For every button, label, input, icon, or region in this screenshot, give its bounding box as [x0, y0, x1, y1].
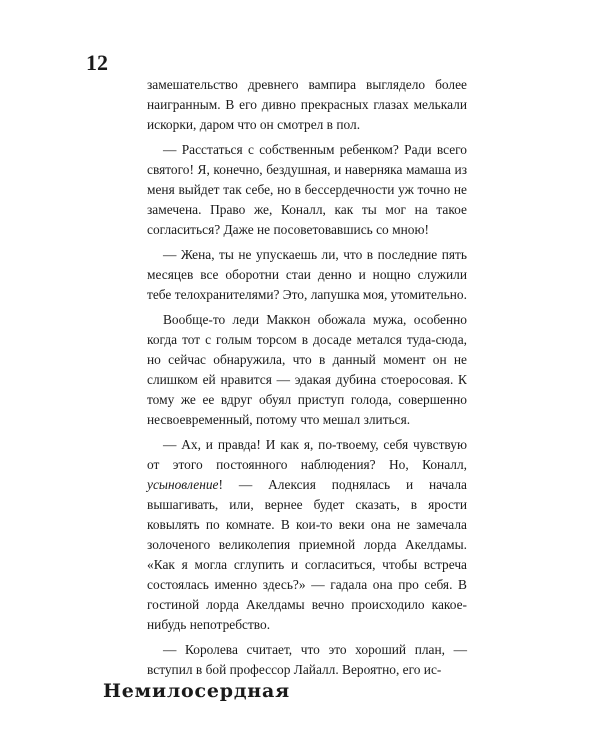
body-text: [147, 75, 467, 680]
text-run: — Ах, и правда! И как я, по-твоему, себя чувствую от этого постоянного наблюдения? Но, Коналл,: [147, 437, 467, 472]
paragraph: — Королева считает, что это хороший план, — вступил в бой профессор Лайалл. Вероятно, его ис-: [147, 642, 467, 677]
paragraph: замешательство древнего вампира выглядело более наигранным. В его дивно прекрасных глазах мелькали искорки, даром что он смотрел в пол.: [147, 77, 467, 132]
paragraph: [147, 435, 467, 635]
emphasized-word: усыновление: [147, 477, 219, 492]
running-footer-title: Немилосердная: [103, 680, 290, 702]
paragraph: — Расстаться с собственным ребенком? Ради всего святого! Я, конечно, бездушная, и наверняка мамаша из меня выйдет так себе, но в бессердечности уж точно не замечена. Право же, Коналл, как ты мог на такое согласиться? Даже не посоветовавшись со мною!: [147, 142, 467, 237]
page-number: 12: [86, 50, 108, 75]
text-run: ! — Алексия поднялась и начала вышагивать, или, вернее будет сказать, в ярости ковылять по комнате. В кои-то веки она не замечала золоченого великолепия приемной лорда Акелдамы. «Как я могла сглупить и согласиться, чтобы встреча состоялась именно здесь?» — гадала она про себя. В гостиной лорда Акелдамы вечно происходило какое-нибудь непотребство.: [147, 477, 467, 632]
paragraph: — Жена, ты не упускаешь ли, что в последние пять месяцев все оборотни стаи денно и нощно служили тебе телохранителями? Это, лапушка моя, утомительно.: [147, 247, 467, 302]
paragraph: Вообще-то леди Маккон обожала мужа, особенно когда тот с голым торсом в досаде метался туда-сюда, но сейчас обнаружила, что в данный момент он не слишком ей нравится — эдакая дубина стоеросовая. К тому же ее вдруг обуял приступ голода, совершенно несвоевременный, потому что мешал злиться.: [147, 312, 467, 427]
